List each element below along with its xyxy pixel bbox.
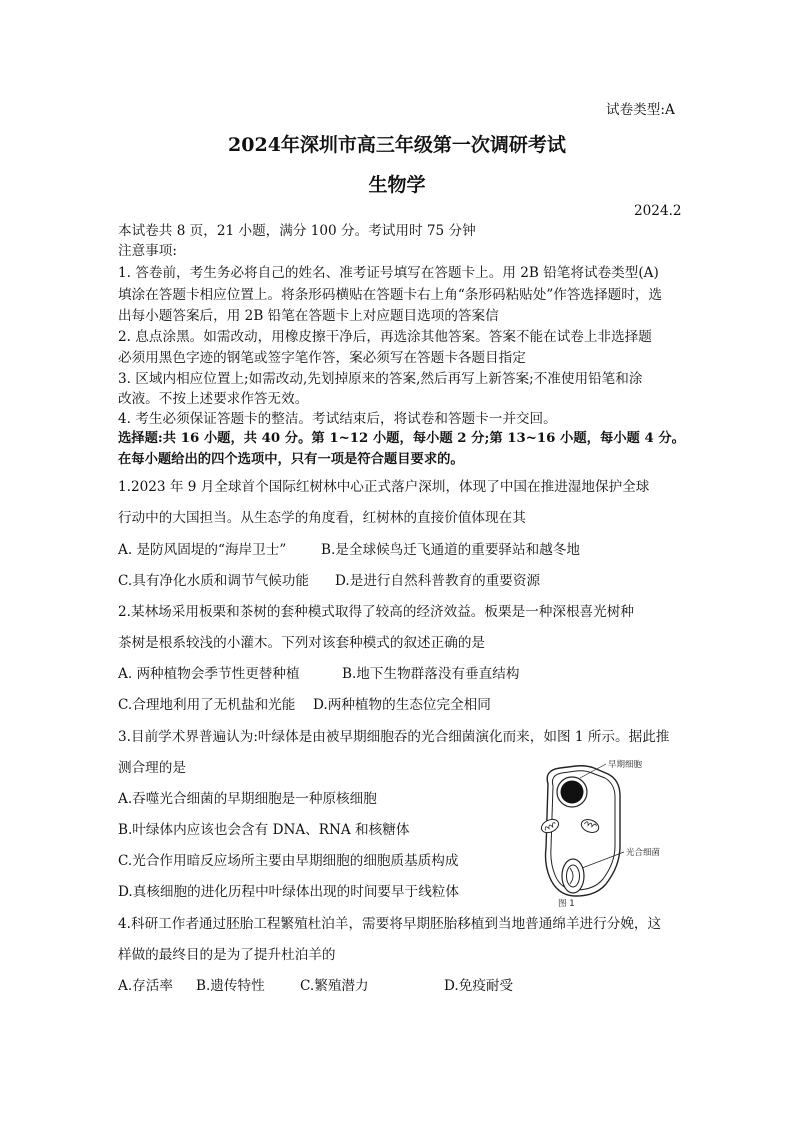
note-line: 1. 答卷前，考生务必将自己的姓名、准考证号填写在答题卡上。用 2B 铅笔将试卷类型(A) — [118, 265, 659, 281]
question-stem: 3.目前学术界普遍认为:叶绿体是由被早期细胞吞的光合细菌演化而来，如图 1 所示。据此推 — [118, 729, 670, 745]
option: A.存活率 — [118, 978, 173, 994]
option: D.真核细胞的进化历程中叶绿体出现的时间要早于线粒体 — [118, 884, 459, 900]
figure-1-cell-diagram — [520, 756, 688, 908]
question-stem: 2.某林场采用板栗和茶树的套种模式取得了较高的经济效益。板栗是一种深根喜光树种 — [118, 604, 634, 620]
option: B.地下生物群落没有垂直结构 — [342, 666, 520, 682]
subject-title: 生物学 — [368, 174, 426, 196]
note-line: 3. 区域内相应位置上;如需改动,先划掉原来的答案,然后再写上新答案;不准使用铅笔和涂 — [118, 371, 643, 387]
option: C.繁殖潜力 — [300, 978, 369, 994]
option: B.遗传特性 — [196, 978, 265, 994]
label-early-cell: 早期细胞 — [608, 760, 643, 770]
question-stem: 4.科研工作者通过胚胎工程繁殖杜泊羊，需要将早期胚胎移植到当地普通绵羊进行分娩，这 — [118, 916, 662, 932]
option: D.是进行自然科普教育的重要资源 — [335, 573, 541, 589]
note-line: 2. 息点涂黑。如需改动，用橡皮擦干净后，再选涂其他答案。答案不能在试卷上非选择题 — [118, 329, 652, 345]
label-photosynthetic-bacteria: 光合细菌 — [626, 848, 661, 858]
note-line: 改液。不按上述要求作答无效。 — [118, 391, 309, 407]
option: D.两种植物的生态位完全相同 — [313, 697, 491, 713]
question-stem: 茶树是根系较浅的小灌木。下列对该套种模式的叙述正确的是 — [118, 635, 486, 651]
mitochondrion-left — [539, 817, 560, 835]
option: D.免疫耐受 — [444, 978, 514, 994]
mitochondrion-right — [579, 817, 600, 834]
option: A. 两种植物会季节性更替种植 — [118, 666, 300, 682]
option: C.光合作用暗反应场所主要由早期细胞的细胞质基质构成 — [118, 853, 459, 869]
note-line: 必须用黑色字迹的钢笔或签字笔作答，案必须写在答题卡各题目指定 — [118, 350, 526, 366]
exam-date: 2024.2 — [634, 203, 682, 219]
option: B.叶绿体内应该也会含有 DNA、RNA 和核糖体 — [118, 822, 410, 838]
figure-caption: 图 1 — [558, 899, 575, 908]
intro-summary: 本试卷共 8 页，21 小题，满分 100 分。考试用时 75 分钟 — [118, 223, 476, 239]
photosynthetic-bacterium — [562, 859, 584, 893]
option: A.吞噬光合细菌的早期细胞是一种原核细胞 — [118, 791, 377, 807]
question-stem: 1.2023 年 9 月全球首个国际红树林中心正式落户深圳，体现了中国在推进湿地保护全球 — [118, 479, 650, 495]
question-stem: 样做的最终目的是为了提升杜泊羊的 — [118, 947, 336, 963]
note-line: 4. 考生必须保证答题卡的整洁。考试结束后，将试卷和答题卡一并交回。 — [118, 411, 557, 427]
note-line: 填涂在答题卡相应位置上。将条形码横贴在答题卡右上角“条形码粘贴处”作答选择题时，选 — [118, 287, 663, 303]
question-stem: 行动中的大国担当。从生态学的角度看，红树林的直接价值体现在其 — [118, 510, 526, 526]
option: C.合理地利用了无机盐和光能 — [118, 697, 296, 713]
section-heading: 在每小题给出的四个选项中，只有一项是符合题目要求的。 — [118, 452, 464, 467]
notice-title: 注意事项: — [118, 243, 177, 259]
exam-title: 2024年深圳市高三年级第一次调研考试 — [228, 134, 566, 156]
paper-type: 试卷类型:A — [606, 102, 675, 118]
question-stem: 测合理的是 — [118, 760, 186, 776]
option: B.是全球候鸟迁飞通道的重要驿站和越冬地 — [321, 542, 580, 558]
option: A. 是防风固堤的“海岸卫士” — [118, 542, 287, 558]
note-line: 出每小题答案后，用 2B 铅笔在答题卡上对应题目选项的答案信 — [118, 308, 499, 324]
option: C.具有净化水质和调节气候功能 — [118, 573, 309, 589]
section-heading: 选择题:共 16 小题，共 40 分。第 1~12 小题，每小题 2 分;第 13~16 小题，每小题 4 分。 — [118, 431, 685, 446]
